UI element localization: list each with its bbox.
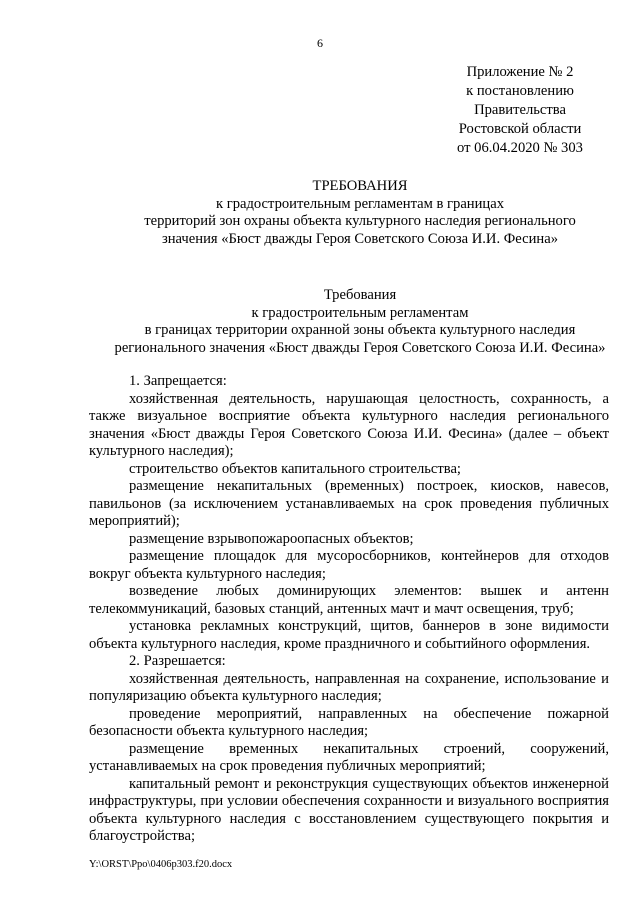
file-path-footer: Y:\ORST\Ppo\0406p303.f20.docx bbox=[89, 859, 233, 870]
title-line: территорий зон охраны объекта культурного наследия регионального bbox=[144, 213, 576, 229]
body-paragraph: размещение площадок для мусоросборников, контейнеров для отходов вокруг объекта культурного наследия; bbox=[89, 548, 609, 582]
appendix-line: Ростовской области bbox=[458, 121, 582, 137]
appendix-line: от 06.04.2020 № 303 bbox=[457, 140, 583, 156]
body-paragraph: возведение любых доминирующих элементов: вышек и антенн телекоммуникаций, базовых станций, антенных мачт и мачт освещения, труб; bbox=[89, 583, 609, 617]
appendix-line: Правительства bbox=[474, 102, 566, 118]
section-title bbox=[80, 287, 640, 357]
section-title-line: в границах территории охранной зоны объекта культурного наследия bbox=[144, 322, 576, 338]
section-title-line: регионального значения «Бюст дважды Героя Советского Союза И.И. Фесина» bbox=[114, 339, 606, 356]
body-paragraph: размещение временных некапитальных строений, сооружений, устанавливаемых на срок проведения публичных мероприятий; bbox=[89, 740, 609, 774]
body-paragraph: хозяйственная деятельность, направленная на сохранение, использование и популяризацию объекта культурного наследия; bbox=[89, 670, 609, 704]
document-title bbox=[80, 178, 640, 248]
section-heading-prohibited: 1. Запрещается: bbox=[129, 373, 227, 389]
section-heading-permitted: 2. Разрешается: bbox=[129, 653, 226, 669]
body-paragraph: хозяйственная деятельность, нарушающая целостность, сохранность, а также визуальное восприятие объекта культурного наследия регионального значения «Бюст дважды Героя Советского Союза И.И. Фесина» (далее – объект культурного наследия); bbox=[89, 390, 609, 459]
appendix-header bbox=[440, 63, 600, 158]
title-line: к градостроительным регламентам в границах bbox=[215, 195, 505, 212]
body-paragraph: проведение мероприятий, направленных на обеспечение пожарной безопасности объекта культурного наследия; bbox=[89, 705, 609, 739]
page-number: 6 bbox=[317, 36, 323, 50]
body-paragraph: установка рекламных конструкций, щитов, баннеров в зоне видимости объекта культурного наследия, кроме праздничного и событийного оформления. bbox=[89, 618, 609, 652]
body-paragraph: строительство объектов капитального строительства; bbox=[129, 460, 461, 477]
appendix-line: Приложение № 2 bbox=[466, 64, 574, 80]
document-body bbox=[89, 373, 609, 846]
title-line: значения «Бюст дважды Героя Советского Союза И.И. Фесина» bbox=[161, 230, 559, 247]
body-paragraph: размещение некапитальных (временных) построек, киосков, навесов, павильонов (за исключением устанавливаемых на срок проведения публичных мероприятий); bbox=[89, 478, 609, 529]
title-line: ТРЕБОВАНИЯ bbox=[312, 178, 408, 194]
section-title-line: Требования bbox=[323, 287, 397, 303]
section-title-line: к градостроительным регламентам bbox=[251, 304, 469, 321]
appendix-line: к постановлению bbox=[466, 83, 574, 99]
body-paragraph: капитальный ремонт и реконструкция существующих объектов инженерной инфраструктуры, при условии обеспечения сохранности и визуального восприятия объекта культурного наследия с восстановлением существующего покрытия и благоустройства; bbox=[89, 775, 609, 844]
body-paragraph: размещение взрывопожароопасных объектов; bbox=[129, 530, 414, 547]
